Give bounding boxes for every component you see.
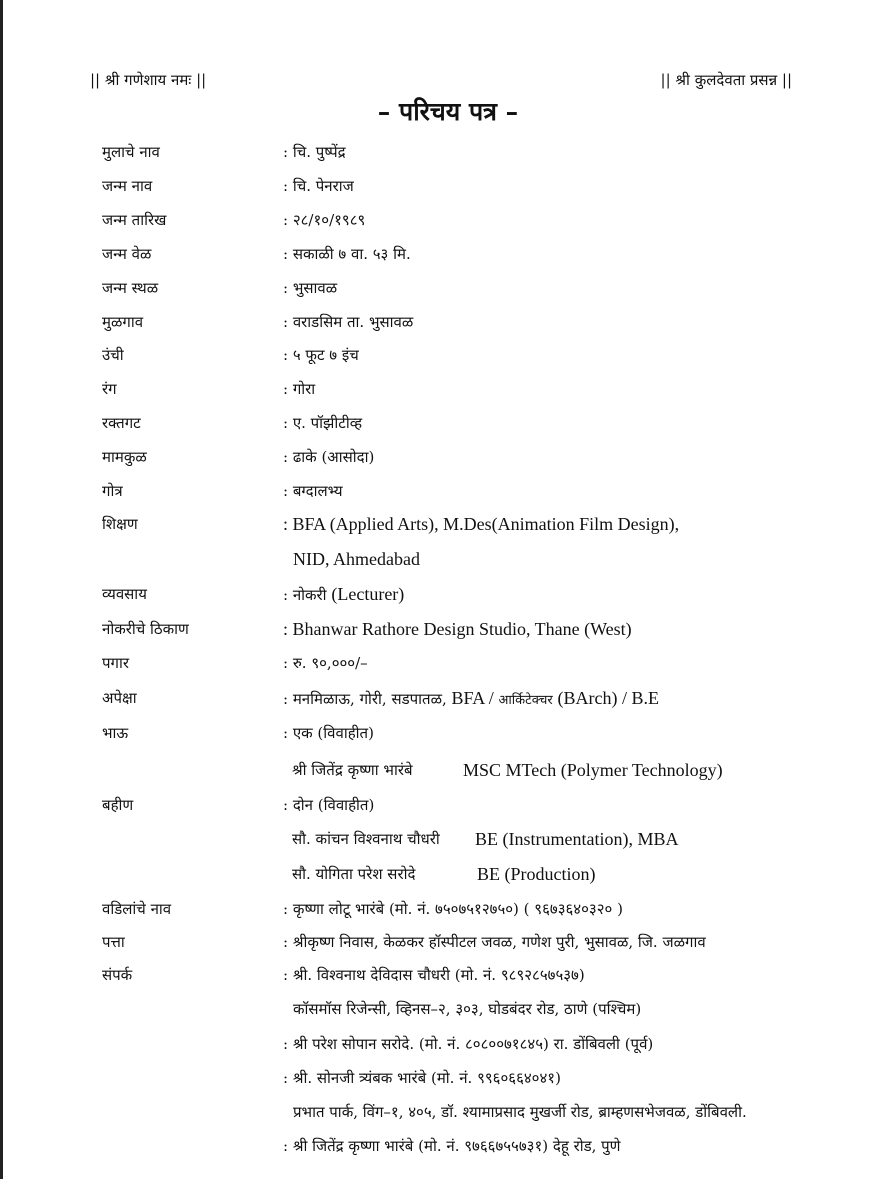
field-value: NID, Ahmedabad bbox=[293, 549, 420, 569]
field-label: व्यवसाय bbox=[102, 585, 147, 603]
field-blood-group bbox=[0, 413, 896, 443]
contact-line-row bbox=[0, 1068, 896, 1098]
contact-line: : श्री. सोनजी त्र्यंबक भारंबे (मो. नं. ९९६०६६४०४१) bbox=[283, 1069, 561, 1087]
field-mamakul bbox=[0, 447, 896, 477]
field-value bbox=[283, 584, 404, 605]
field-native-place bbox=[0, 312, 896, 342]
field-label: रक्तगट bbox=[102, 414, 141, 432]
field-value: : BFA (Applied Arts), M.Des(Animation Film Design), bbox=[283, 514, 680, 534]
field-gotra bbox=[0, 481, 896, 511]
member-name: श्री जितेंद्र कृष्णा भारंबे bbox=[292, 761, 413, 779]
expectation-en2: (BArch) / B.E bbox=[557, 688, 659, 708]
field-brother bbox=[0, 723, 896, 753]
expectation-mr: : मनमिळाऊ, गोरी, सडपातळ, bbox=[283, 690, 447, 708]
field-expectation bbox=[0, 688, 896, 718]
field-label: नोकरीचे ठिकाण bbox=[102, 620, 189, 638]
field-value: : ५ फूट ७ इंच bbox=[283, 346, 359, 364]
field-label: मामकुळ bbox=[102, 448, 147, 466]
field-birth-name bbox=[0, 176, 896, 206]
field-label: जन्म नाव bbox=[102, 177, 153, 195]
field-label: अपेक्षा bbox=[102, 689, 137, 707]
field-label: जन्म वेळ bbox=[102, 245, 152, 263]
field-label: जन्म तारिख bbox=[102, 211, 167, 229]
field-label: गोत्र bbox=[102, 482, 123, 500]
field-value: : वराडसिम ता. भुसावळ bbox=[283, 313, 414, 331]
member-name: सौ. योगिता परेश सरोदे bbox=[292, 865, 416, 883]
member-degree: MSC MTech (Polymer Technology) bbox=[463, 760, 723, 780]
contact-line: : श्री जितेंद्र कृष्णा भारंबे (मो. नं. ९७६६७५५७३१) देहू रोड, पुणे bbox=[283, 1137, 621, 1155]
field-complexion bbox=[0, 379, 896, 409]
field-value: : सकाळी ७ वा. ५३ मि. bbox=[283, 245, 411, 263]
field-birth-time bbox=[0, 244, 896, 274]
field-value: : कृष्णा लोटू भारंबे (मो. नं. ७५०७५१२७५०) ( ९६७३६४०३२० ) bbox=[283, 900, 623, 918]
expectation-mr2: आर्किटेक्चर bbox=[498, 693, 553, 708]
field-value: : चि. पुष्पेंद्र bbox=[283, 143, 346, 161]
field-label: पत्ता bbox=[102, 933, 125, 951]
contact-line: : श्री परेश सोपान सरोदे. (मो. नं. ८०८००७१८४५) रा. डोंबिवली (पूर्व) bbox=[283, 1035, 654, 1053]
field-education-cont bbox=[0, 549, 896, 579]
brother-member bbox=[0, 760, 896, 790]
field-value: : ए. पॉझीटीव्ह bbox=[283, 414, 363, 432]
contact-line: : श्री. विश्वनाथ देविदास चौधरी (मो. नं. ९८९२८५७५३७) bbox=[283, 966, 585, 984]
header-invocation-right: || श्री कुलदेवता प्रसन्न || bbox=[660, 71, 792, 89]
field-value: : बग्दालभ्य bbox=[283, 482, 343, 500]
field-label: भाऊ bbox=[102, 724, 129, 742]
field-label: शिक्षण bbox=[102, 515, 138, 533]
field-label: रंग bbox=[102, 380, 117, 398]
contact-line-row bbox=[0, 1136, 896, 1166]
contact-line-row bbox=[0, 1102, 896, 1132]
contact-line: कॉसमॉस रिजेन्सी, व्हिनस–२, ३०३, घोडबंदर रोड, ठाणे (पश्चिम) bbox=[293, 1000, 642, 1018]
field-address bbox=[0, 932, 896, 962]
sister-member bbox=[0, 864, 896, 894]
field-value: : Bhanwar Rathore Design Studio, Thane (West) bbox=[283, 619, 632, 639]
field-salary bbox=[0, 653, 896, 683]
field-label: मुलाचे नाव bbox=[102, 143, 160, 161]
field-occupation bbox=[0, 584, 896, 614]
field-sister bbox=[0, 795, 896, 825]
sister-member bbox=[0, 829, 896, 859]
field-label: संपर्क bbox=[102, 966, 133, 984]
field-value: : रु. ९०,०००/– bbox=[283, 654, 368, 672]
member-degree: BE (Production) bbox=[477, 864, 596, 884]
field-value: : चि. पेनराज bbox=[283, 177, 354, 195]
header-invocation-left: || श्री गणेशाय नमः || bbox=[90, 71, 207, 89]
field-value: : दोन (विवाहीत) bbox=[283, 796, 375, 814]
field-value: : एक (विवाहीत) bbox=[283, 724, 374, 742]
field-height bbox=[0, 345, 896, 375]
occupation-mr: : नोकरी bbox=[283, 586, 327, 604]
field-label: बहीण bbox=[102, 796, 134, 814]
contact-line-row bbox=[0, 999, 896, 1029]
field-label: वडिलांचे नाव bbox=[102, 900, 172, 918]
field-value: : श्रीकृष्ण निवास, केळकर हॉस्पीटल जवळ, गणेश पुरी, भुसावळ, जि. जळगाव bbox=[283, 933, 706, 951]
field-value: : २८/१०/१९८९ bbox=[283, 211, 366, 229]
field-birth-place bbox=[0, 278, 896, 308]
field-value: : भुसावळ bbox=[283, 279, 338, 297]
field-label: जन्म स्थळ bbox=[102, 279, 159, 297]
contact-line: प्रभात पार्क, विंग–१, ४०५, डॉ. श्यामाप्रसाद मुखर्जी रोड, ब्राम्हणसभेजवळ, डोंबिवली. bbox=[293, 1103, 747, 1121]
field-name bbox=[0, 142, 896, 172]
field-father bbox=[0, 899, 896, 929]
field-label: मुळगाव bbox=[102, 313, 144, 331]
field-workplace bbox=[0, 619, 896, 649]
field-birth-date bbox=[0, 210, 896, 240]
member-name: सौ. कांचन विश्वनाथ चौधरी bbox=[292, 830, 440, 848]
field-label: उंची bbox=[102, 346, 124, 364]
contact-line-row bbox=[0, 1034, 896, 1064]
field-label: पगार bbox=[102, 654, 129, 672]
field-value: : गोरा bbox=[283, 380, 316, 398]
field-value: : ढाके (आसोदा) bbox=[283, 448, 375, 466]
field-contact bbox=[0, 965, 896, 995]
field-education bbox=[0, 514, 896, 544]
expectation-en: BFA / bbox=[451, 688, 494, 708]
member-degree: BE (Instrumentation), MBA bbox=[475, 829, 679, 849]
field-value bbox=[283, 688, 659, 709]
occupation-en: (Lecturer) bbox=[331, 584, 405, 604]
page-title: – परिचय पत्र – bbox=[377, 97, 519, 126]
